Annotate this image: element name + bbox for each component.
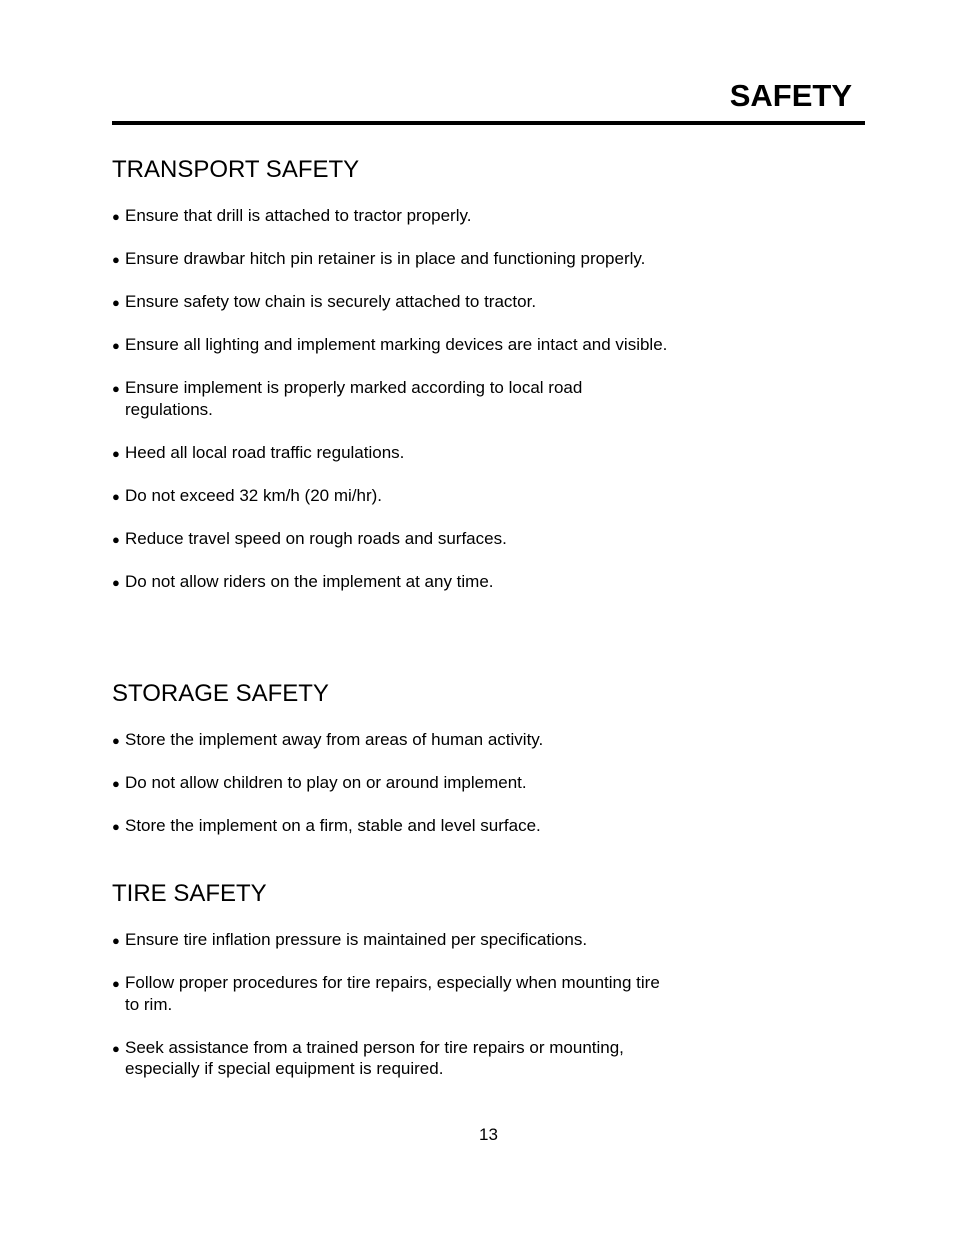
list-item (112, 377, 672, 420)
list-item-text: Ensure safety tow chain is securely attached to tractor. (125, 292, 537, 311)
bullet-icon: ● (112, 819, 120, 834)
list-item-text: Ensure implement is properly marked according to local road regulations. (125, 378, 583, 419)
bullet-icon: ● (112, 209, 120, 224)
list-item-text: Ensure drawbar hitch pin retainer is in place and functioning properly. (125, 249, 646, 268)
list-item (112, 528, 672, 550)
bullet-icon: ● (112, 1040, 120, 1056)
storage-safety-section (112, 679, 672, 837)
list-item-text: Do not allow riders on the implement at any time. (125, 571, 494, 591)
bullet-icon: ● (112, 445, 120, 461)
bullet-icon: ● (112, 338, 120, 353)
section-heading: TRANSPORT SAFETY (112, 156, 360, 183)
list-item-text: Store the implement away from areas of human activity. (125, 730, 544, 749)
bullet-icon: ● (112, 976, 120, 991)
bullet-icon: ● (112, 488, 120, 504)
list-item-text: Ensure that drill is attached to tractor properly. (125, 206, 472, 225)
list-item-text: Reduce travel speed on rough roads and surfaces. (125, 528, 507, 548)
bullet-icon: ● (112, 776, 120, 791)
list-item (112, 815, 672, 837)
list-item (112, 972, 672, 1015)
list-item-text: Do not exceed 32 km/h (20 mi/hr). (125, 485, 383, 505)
list-item (112, 772, 672, 794)
section-heading: STORAGE SAFETY (112, 680, 329, 707)
transport-safety-section (112, 155, 672, 592)
section-heading: TIRE SAFETY (112, 880, 267, 907)
list-item (112, 729, 672, 751)
bullet-icon: ● (112, 933, 120, 948)
transport-safety-list (112, 205, 672, 592)
list-item (112, 205, 672, 227)
list-item-text: Do not allow children to play on or around implement. (125, 773, 527, 792)
list-item (112, 248, 672, 270)
tire-safety-section (112, 879, 672, 1080)
list-item (112, 485, 672, 507)
list-item (112, 571, 672, 593)
list-item (112, 291, 672, 313)
bullet-icon: ● (112, 252, 120, 267)
list-item-text: Seek assistance from a trained person for tire repairs or mounting, especially if special equipment is required. (125, 1037, 624, 1078)
bullet-icon: ● (112, 733, 120, 748)
list-item-text: Ensure all lighting and implement marking devices are intact and visible. (125, 335, 668, 354)
bullet-icon: ● (112, 295, 120, 310)
list-item-text: Heed all local road traffic regulations. (125, 442, 405, 462)
list-item-text: Follow proper procedures for tire repairs, especially when mounting tire to rim. (125, 973, 660, 1014)
bullet-icon: ● (112, 531, 120, 547)
title-rule (112, 121, 865, 125)
page-title: SAFETY (729, 78, 852, 113)
bullet-icon: ● (112, 574, 120, 590)
bullet-icon: ● (112, 381, 120, 396)
tire-safety-list (112, 929, 672, 1080)
list-item-text: Store the implement on a firm, stable and level surface. (125, 816, 541, 835)
list-item (112, 442, 672, 464)
list-item (112, 334, 672, 356)
list-item (112, 929, 672, 951)
list-item (112, 1037, 672, 1080)
page-number: 13 (479, 1125, 498, 1144)
storage-safety-list (112, 729, 672, 837)
list-item-text: Ensure tire inflation pressure is maintained per specifications. (125, 930, 588, 949)
